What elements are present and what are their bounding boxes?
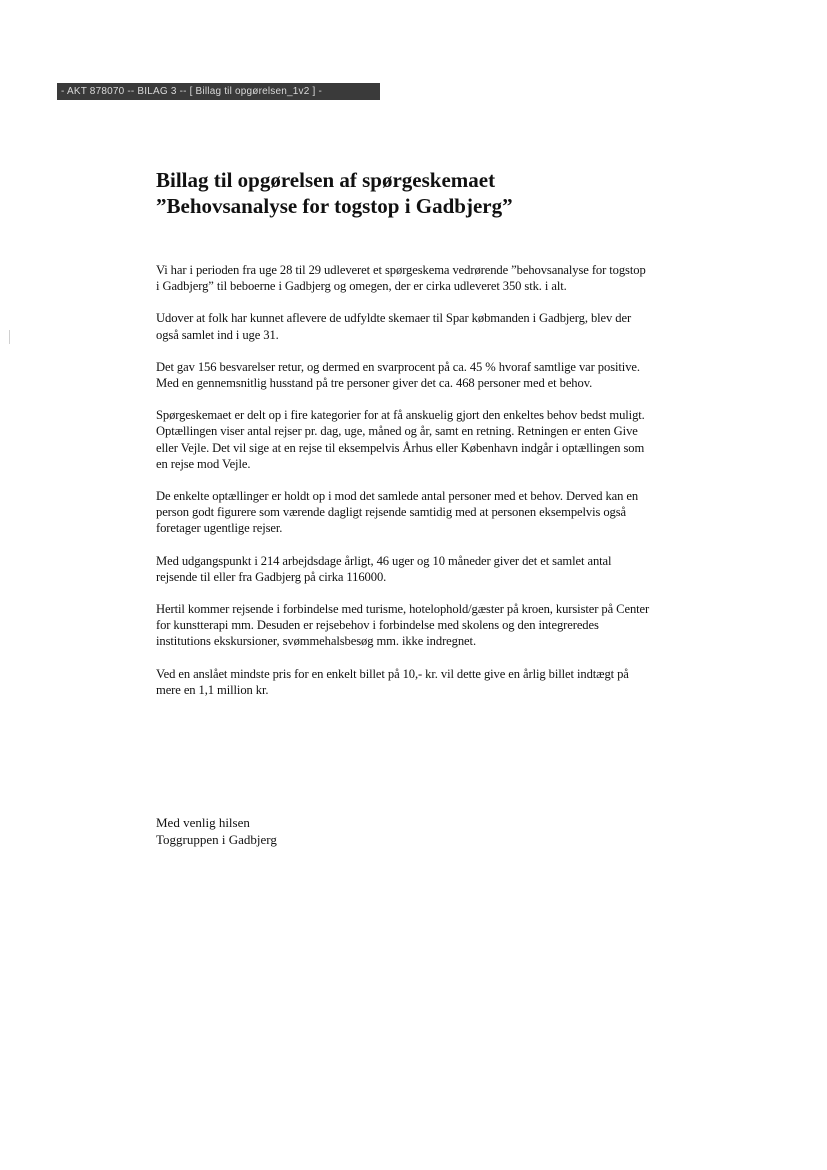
closing-block: [156, 814, 277, 848]
document-title: [156, 167, 716, 219]
paragraph-categories: Spørgeskemaet er delt op i fire kategorier for at få anskuelig gjort den enkeltes behov bedst muligt. Optællingen viser antal rejser pr. dag, uge, måned og år, samt en retning. Retningen er enten Give eller Vejle. Det vil sige at en rejse til eksempelvis Århus eller København indgår i optællingen som en rejse mod Vejle.: [156, 408, 645, 471]
paragraph-collection: Udover at folk har kunnet aflevere de udfyldte skemaer til Spar købmanden i Gadbjerg, blev der også samlet ind i uge 31.: [156, 311, 632, 342]
paragraph-additional-travel: Hertil kommer rejsende i forbindelse med turisme, hotelophold/gæster på kroen, kursister på Center for kunstterapi mm. Desuden er rejsebehov i forbindelse med skolens og den integreredes institutions ekskursioner, svømmehalsbesøg mm. ikke indregnet.: [156, 602, 650, 649]
paragraph-total-travellers: Med udgangspunkt i 214 arbejdsdage årligt, 46 uger og 10 måneder giver det et samlet antal rejsende til eller fra Gadbjerg på cirka 116000.: [156, 553, 612, 584]
document-header-stamp: - AKT 878070 -- BILAG 3 -- [ Billag til opgørelsen_1v2 ] -: [57, 83, 380, 100]
closing-signature: Toggruppen i Gadbjerg: [156, 832, 277, 847]
title-line-1: Billag til opgørelsen af spørgeskemaet: [156, 168, 496, 192]
document-body: [156, 262, 651, 714]
title-line-2: ”Behovsanalyse for togstop i Gadbjerg”: [156, 194, 513, 218]
paragraph-revenue: Ved en anslået mindste pris for en enkelt billet på 10,- kr. vil dette give en årlig billet indtægt på mere en 1,1 million kr.: [156, 666, 629, 697]
paragraph-responses: Det gav 156 besvarelser retur, og dermed en svarprocent på ca. 45 % hvoraf samtlige var positive. Med en gennemsnitlig husstand på tre personer giver det ca. 468 personer med et behov.: [156, 359, 640, 391]
paragraph-counts: De enkelte optællinger er holdt op i mod det samlede antal personer med et behov. Derved kan en person godt figurere som værende dagligt rejsende samtidig med at personen eksempelvis også foretager ugentlige rejser.: [156, 489, 639, 536]
scan-mark: [9, 330, 10, 344]
closing-greeting: Med venlig hilsen: [156, 815, 250, 830]
paragraph-period: Vi har i perioden fra uge 28 til 29 udleveret et spørgeskema vedrørende ”behovsanalyse for togstop i Gadbjerg” til beboerne i Gadbjerg og omegen, der er cirka udleveret 350 stk. i alt.: [156, 263, 646, 294]
